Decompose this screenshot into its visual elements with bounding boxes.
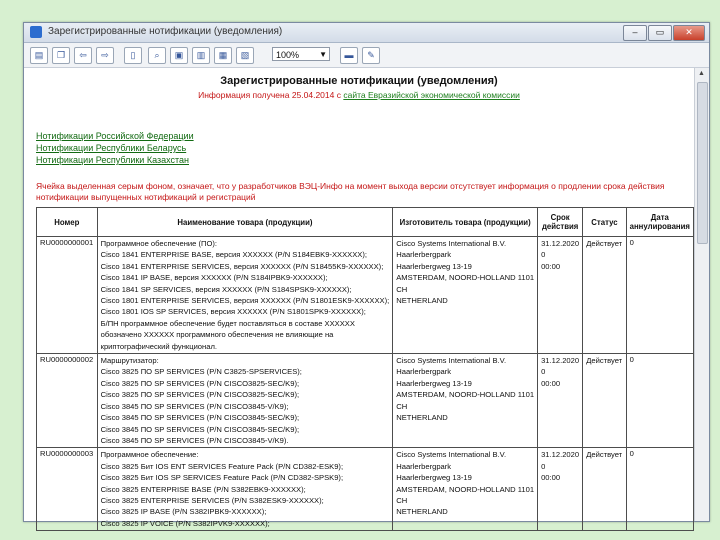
cell-number	[37, 354, 98, 448]
manufacturer-line: Haarlerbergpark	[396, 250, 452, 260]
cell-cancel-date	[626, 354, 693, 448]
status-text: Действует	[586, 356, 623, 366]
manufacturer-line: Haarlerbergweg 13-19	[396, 473, 472, 483]
table-header-row	[37, 208, 694, 237]
product-line: Cisco 1841 IP BASE, версия XXXXXX (P/N S184IPBK9-XXXXXX);	[100, 273, 328, 283]
cancel-date-text: 0	[629, 355, 634, 365]
cell-product	[97, 448, 393, 531]
manufacturer-line: Haarlerbergpark	[396, 367, 452, 377]
product-line: Cisco 3825 Бит IOS SP SERVICES Feature Pack (P/N CD382-SPSK9);	[100, 473, 344, 483]
product-line: Программное обеспечение (ПО):	[100, 239, 218, 248]
cell-number	[37, 448, 98, 531]
back-arrow-icon[interactable]: ⇦	[74, 47, 92, 64]
manufacturer-line: Haarlerbergweg 13-19	[396, 378, 472, 388]
page-icon[interactable]: ▯	[124, 47, 142, 64]
save-icon[interactable]: ▦	[214, 47, 232, 64]
term-line: 00:00	[541, 473, 561, 483]
settings-icon[interactable]: ▬	[340, 47, 358, 64]
product-line: Cisco 3825 ENTERPRISE SERVICES (P/N S382ESK9-XXXXXX);	[100, 495, 324, 505]
notification-number: RU0000000002	[40, 355, 94, 365]
manufacturer-line: NETHERLAND	[396, 413, 448, 423]
notifications-table	[36, 207, 694, 531]
product-line: Cisco 3825 ENTERPRISE BASE (P/N S382EBK9-XXXXXX);	[100, 484, 306, 494]
document-subtitle	[24, 90, 694, 100]
term-line: 00:00	[541, 378, 561, 388]
manufacturer-line: Haarlerbergweg 13-19	[396, 261, 472, 271]
manufacturer-line: CH	[396, 284, 408, 294]
note-text: Ячейка выделенная серым фоном, означает, что у разработчиков ВЭЦ-Инфо на момент выхода версии отсутствует информация о продлении срока действия нотификации выпущенных нотификаций и регистраций	[36, 181, 665, 202]
fit-page-icon[interactable]: ▣	[170, 47, 188, 64]
product-line: Cisco 3825 ПО SP SERVICES (P/N C3825-SPSERVICES);	[100, 367, 302, 377]
notification-number: RU0000000001	[40, 238, 94, 247]
col-term-header: Срок действия	[538, 208, 583, 237]
link-russia[interactable]: Нотификации Российской Федерации	[36, 131, 194, 141]
country-links	[36, 130, 194, 166]
product-line: Cisco 3845 ПО SP SERVICES (P/N CISCO3845-V/K9).	[100, 435, 289, 445]
manufacturer-line: AMSTERDAM, NOORD-HOLLAND 1101	[396, 273, 535, 283]
forward-arrow-icon[interactable]: ⇨	[96, 47, 114, 64]
col-status-header: Статус	[583, 208, 626, 237]
vertical-scrollbar[interactable]	[694, 68, 709, 521]
manufacturer-line: Cisco Systems International B.V.	[396, 450, 507, 460]
maximize-button[interactable]: ▭	[648, 25, 672, 41]
manufacturer-line: NETHERLAND	[396, 296, 448, 306]
cancel-date-text: 0	[629, 238, 634, 247]
notification-number: RU0000000003	[40, 449, 94, 459]
col-manufacturer-header: Изготовитель товара (продукции)	[393, 208, 538, 237]
cell-term	[538, 354, 583, 448]
cell-manufacturer	[393, 354, 538, 448]
scroll-up-icon[interactable]: ▲	[698, 70, 705, 77]
product-line: Б/ПН программное обеспечение будет поставляться в составе XXXXXX	[100, 318, 355, 328]
product-line: Cisco 3825 IP VOICE (P/N S382IPVK9-XXXXXX);	[100, 518, 270, 528]
manufacturer-line: Cisco Systems International B.V.	[396, 239, 507, 248]
col-cancel-date-header: Дата аннулирования	[626, 208, 693, 237]
source-link[interactable]: сайта Евразийской экономической комиссии	[343, 90, 520, 100]
print-icon[interactable]: ▤	[30, 47, 48, 64]
term-line: 31.12.2020 0	[541, 356, 580, 377]
cell-cancel-date	[626, 237, 693, 354]
product-line: обозначено XXXXXX программного обеспечения не влияющие на	[100, 330, 334, 340]
title-bar	[24, 23, 709, 43]
window-title: Зарегистрированные нотификации (уведомления)	[48, 26, 283, 37]
manufacturer-line: Cisco Systems International B.V.	[396, 356, 507, 366]
product-line: Маршрутизатор:	[100, 356, 159, 366]
scrollbar-thumb[interactable]	[697, 82, 708, 244]
col-number-header: Номер	[37, 208, 98, 237]
cell-term	[538, 448, 583, 531]
app-window	[23, 22, 710, 528]
product-line: Cisco 3845 ПО SP SERVICES (P/N CISCO3845-SEC/K9);	[100, 413, 300, 423]
cell-status	[583, 448, 626, 531]
export-icon[interactable]: ▧	[236, 47, 254, 64]
manufacturer-line: NETHERLAND	[396, 507, 448, 517]
term-line: 31.12.2020 0	[541, 239, 580, 260]
product-line: Cisco 1841 ENTERPRISE BASE, версия XXXXXX (P/N S184EBK9-XXXXXX);	[100, 250, 368, 260]
link-kazakhstan[interactable]: Нотификации Республики Казахстан	[36, 155, 189, 165]
table-row	[37, 448, 694, 531]
manufacturer-line: CH	[396, 495, 408, 505]
link-belarus[interactable]: Нотификации Республики Беларусь	[36, 143, 187, 153]
cell-status	[583, 237, 626, 354]
product-line: Cisco 3845 ПО SP SERVICES (P/N CISCO3845-V/K9);	[100, 401, 289, 411]
subtitle-text: Информация получена 25.04.2014 с	[198, 90, 344, 100]
zoom-select[interactable]	[272, 47, 330, 61]
product-line: Cisco 1841 ENTERPRISE SERVICES, версия XXXXXX (P/N S18455K9-XXXXXX);	[100, 261, 384, 271]
term-line: 00:00	[541, 261, 561, 271]
copy-icon[interactable]: ❐	[52, 47, 70, 64]
search-icon[interactable]: ⌕	[148, 47, 166, 64]
chevron-down-icon: ▼	[319, 50, 327, 59]
manufacturer-line: AMSTERDAM, NOORD-HOLLAND 1101	[396, 390, 535, 400]
cell-manufacturer	[393, 237, 538, 354]
product-line: Cisco 1801 IOS SP SERVICES, версия XXXXXX (P/N S1801SPK9-XXXXXX);	[100, 307, 366, 317]
cell-status	[583, 354, 626, 448]
document-view	[24, 68, 694, 528]
minimize-button[interactable]: –	[623, 25, 647, 41]
app-icon	[30, 26, 42, 38]
product-line: Cisco 3825 IP BASE (P/N S382IPBK9-XXXXXX);	[100, 507, 267, 517]
col-name-header: Наименование товара (продукции)	[97, 208, 393, 237]
table-row	[37, 237, 694, 354]
close-button[interactable]: ✕	[673, 25, 705, 41]
cell-cancel-date	[626, 448, 693, 531]
cancel-date-text: 0	[629, 449, 634, 459]
product-line: Cisco 1801 ENTERPRISE SERVICES, версия XXXXXX (P/N S1801ESK9-XXXXXX);	[100, 296, 390, 306]
print-preview-icon[interactable]: ▥	[192, 47, 210, 64]
product-line: Cisco 3845 ПО SP SERVICES (P/N CISCO3845-SEC/K9);	[100, 424, 300, 434]
term-line: 31.12.2020 0	[541, 450, 580, 471]
manufacturer-line: Haarlerbergpark	[396, 461, 452, 471]
toolbar	[24, 43, 709, 68]
status-text: Действует	[586, 239, 623, 248]
table-row	[37, 354, 694, 448]
manufacturer-line: AMSTERDAM, NOORD-HOLLAND 1101	[396, 484, 535, 494]
cell-manufacturer	[393, 448, 538, 531]
zoom-value: 100%	[276, 50, 300, 60]
product-line: Cisco 1841 SP SERVICES, версия XXXXXX (P/N S184SPSK9-XXXXXX);	[100, 284, 352, 294]
status-text: Действует	[586, 450, 623, 460]
product-line: Cisco 3825 ПО SP SERVICES (P/N CISCO3825-SEC/K9);	[100, 390, 300, 400]
document-title: Зарегистрированные нотификации (уведомления)	[220, 75, 498, 87]
cell-product	[97, 354, 393, 448]
product-line: криптографический функционал.	[100, 341, 217, 351]
cell-number	[37, 237, 98, 354]
cell-product	[97, 237, 393, 354]
product-line: Cisco 3825 Бит IOS ENT SERVICES Feature Pack (P/N CD382-ESK9);	[100, 461, 344, 471]
edit-pencil-icon[interactable]: ✎	[362, 47, 380, 64]
product-line: Программное обеспечение:	[100, 450, 199, 460]
product-line: Cisco 3825 ПО SP SERVICES (P/N CISCO3825-SEC/K9);	[100, 378, 300, 388]
manufacturer-line: CH	[396, 401, 408, 411]
cell-term	[538, 237, 583, 354]
